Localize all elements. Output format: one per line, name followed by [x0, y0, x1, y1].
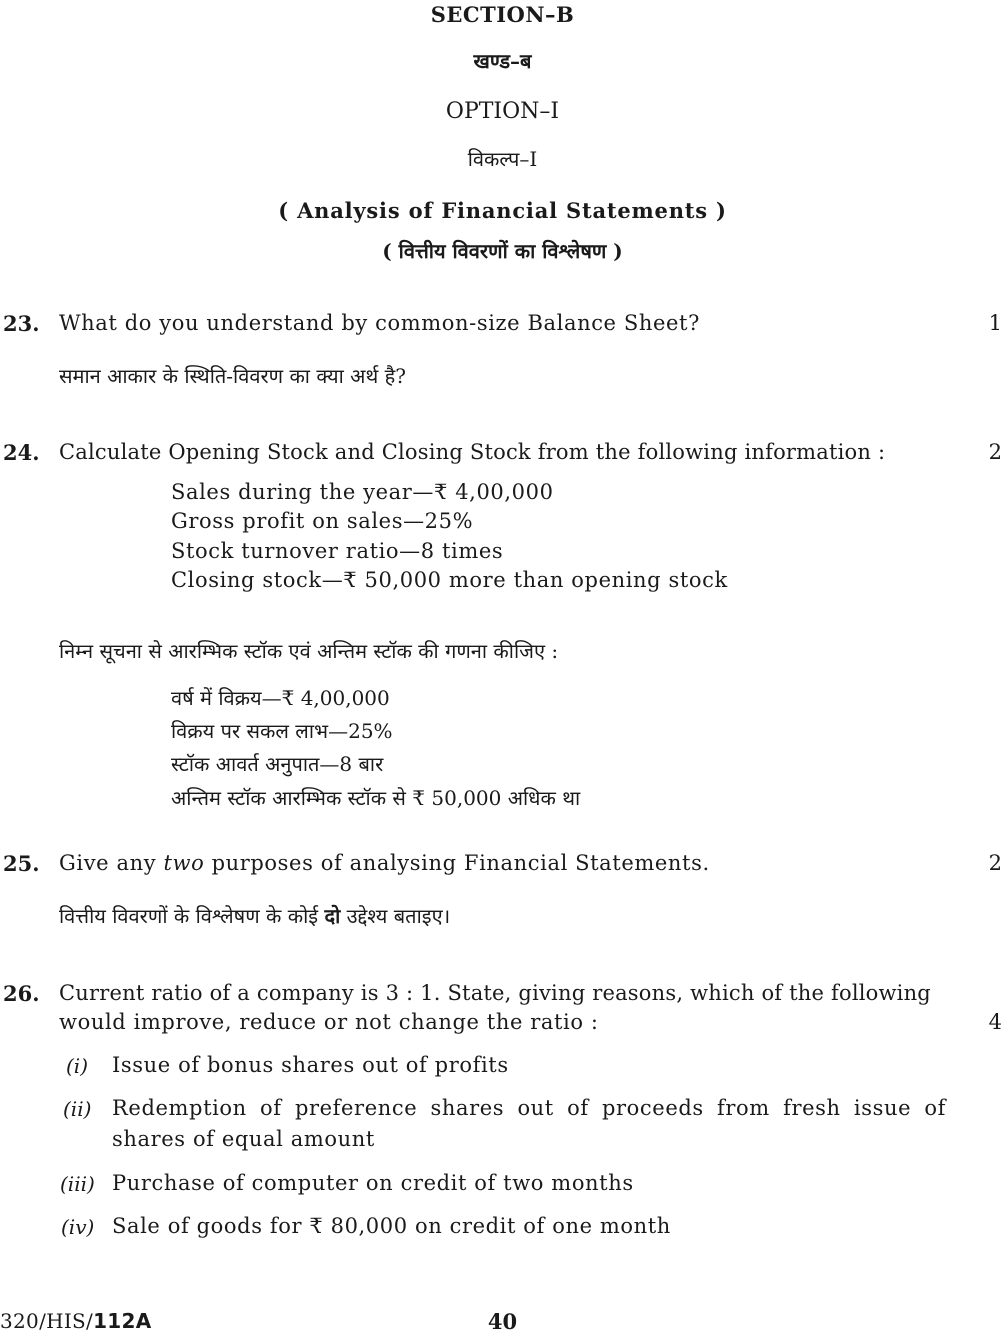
question-text: would improve, reduce or not change the ratio :	[59, 1010, 599, 1034]
item-label: (ii)	[63, 1097, 92, 1121]
item-label: (iii)	[60, 1172, 95, 1196]
data-line-hindi: स्टॉक आवर्त अनुपात—8 बार	[171, 752, 384, 776]
data-line: Gross profit on sales—25%	[171, 509, 474, 533]
data-line: Stock turnover ratio—8 times	[171, 539, 504, 563]
question-text-hindi	[59, 902, 450, 929]
item-text: Redemption of preference shares out of proceeds from fresh issue of shares of equal amount	[112, 1096, 946, 1151]
question-text-part: purposes of analysing Financial Statements.	[204, 851, 710, 875]
emphasis-text: two	[163, 851, 205, 875]
question-text: Calculate Opening Stock and Closing Stock from the following information :	[59, 440, 886, 464]
item-label: (i)	[66, 1054, 89, 1078]
question-number: 23.	[3, 311, 40, 336]
paper-code-bold: 112A	[93, 1309, 152, 1333]
question-text-hindi: समान आकार के स्थिति-विवरण का क्या अर्थ है?	[59, 364, 406, 388]
item-label: (iv)	[61, 1215, 95, 1239]
question-number: 25.	[3, 851, 40, 876]
topic-title-hindi: ( वित्तीय विवरणों का विश्लेषण )	[382, 239, 623, 263]
question-text-hindi: निम्न सूचना से आरम्भिक स्टॉक एवं अन्तिम स्टॉक की गणना कीजिए :	[59, 639, 559, 663]
item-text: Sale of goods for ₹ 80,000 on credit of one month	[112, 1214, 671, 1238]
section-title: SECTION–B	[430, 2, 575, 27]
question-marks: 2	[988, 851, 1002, 875]
item-text: Purchase of computer on credit of two months	[112, 1171, 634, 1195]
page-number: 40	[487, 1309, 518, 1334]
question-text-part: Give any	[59, 851, 164, 875]
question-number: 24.	[3, 440, 40, 465]
item-text: Issue of bonus shares out of profits	[112, 1053, 509, 1077]
hindi-text-part: उद्देश्य बताइए।	[340, 904, 451, 928]
data-line: Closing stock—₹ 50,000 more than opening stock	[171, 568, 728, 592]
data-line-hindi: अन्तिम स्टॉक आरम्भिक स्टॉक से ₹ 50,000 अधिक था	[171, 786, 581, 810]
paper-code-prefix: 320/HIS/	[0, 1309, 94, 1333]
option-title-hindi: विकल्प–I	[467, 147, 538, 171]
question-text	[59, 851, 710, 875]
question-text: What do you understand by common-size Balance Sheet?	[59, 311, 700, 335]
hindi-text-part: वित्तीय विवरणों के विश्लेषण के कोई	[59, 904, 325, 928]
data-line: Sales during the year—₹ 4,00,000	[171, 480, 554, 504]
question-number: 26.	[3, 981, 40, 1006]
question-marks: 1	[988, 311, 1002, 335]
question-text: Current ratio of a company is 3 : 1. State, giving reasons, which of the following	[59, 981, 931, 1005]
question-marks: 2	[988, 440, 1002, 464]
data-line-hindi: वर्ष में विक्रय—₹ 4,00,000	[171, 686, 390, 710]
topic-title: ( Analysis of Financial Statements )	[278, 198, 727, 223]
section-title-hindi: खण्ड–ब	[473, 49, 532, 73]
question-marks: 4	[988, 1010, 1002, 1034]
data-line-hindi: विक्रय पर सकल लाभ—25%	[171, 719, 393, 743]
option-title: OPTION–I	[445, 99, 560, 124]
emphasis-text-hindi: दो	[324, 904, 341, 928]
